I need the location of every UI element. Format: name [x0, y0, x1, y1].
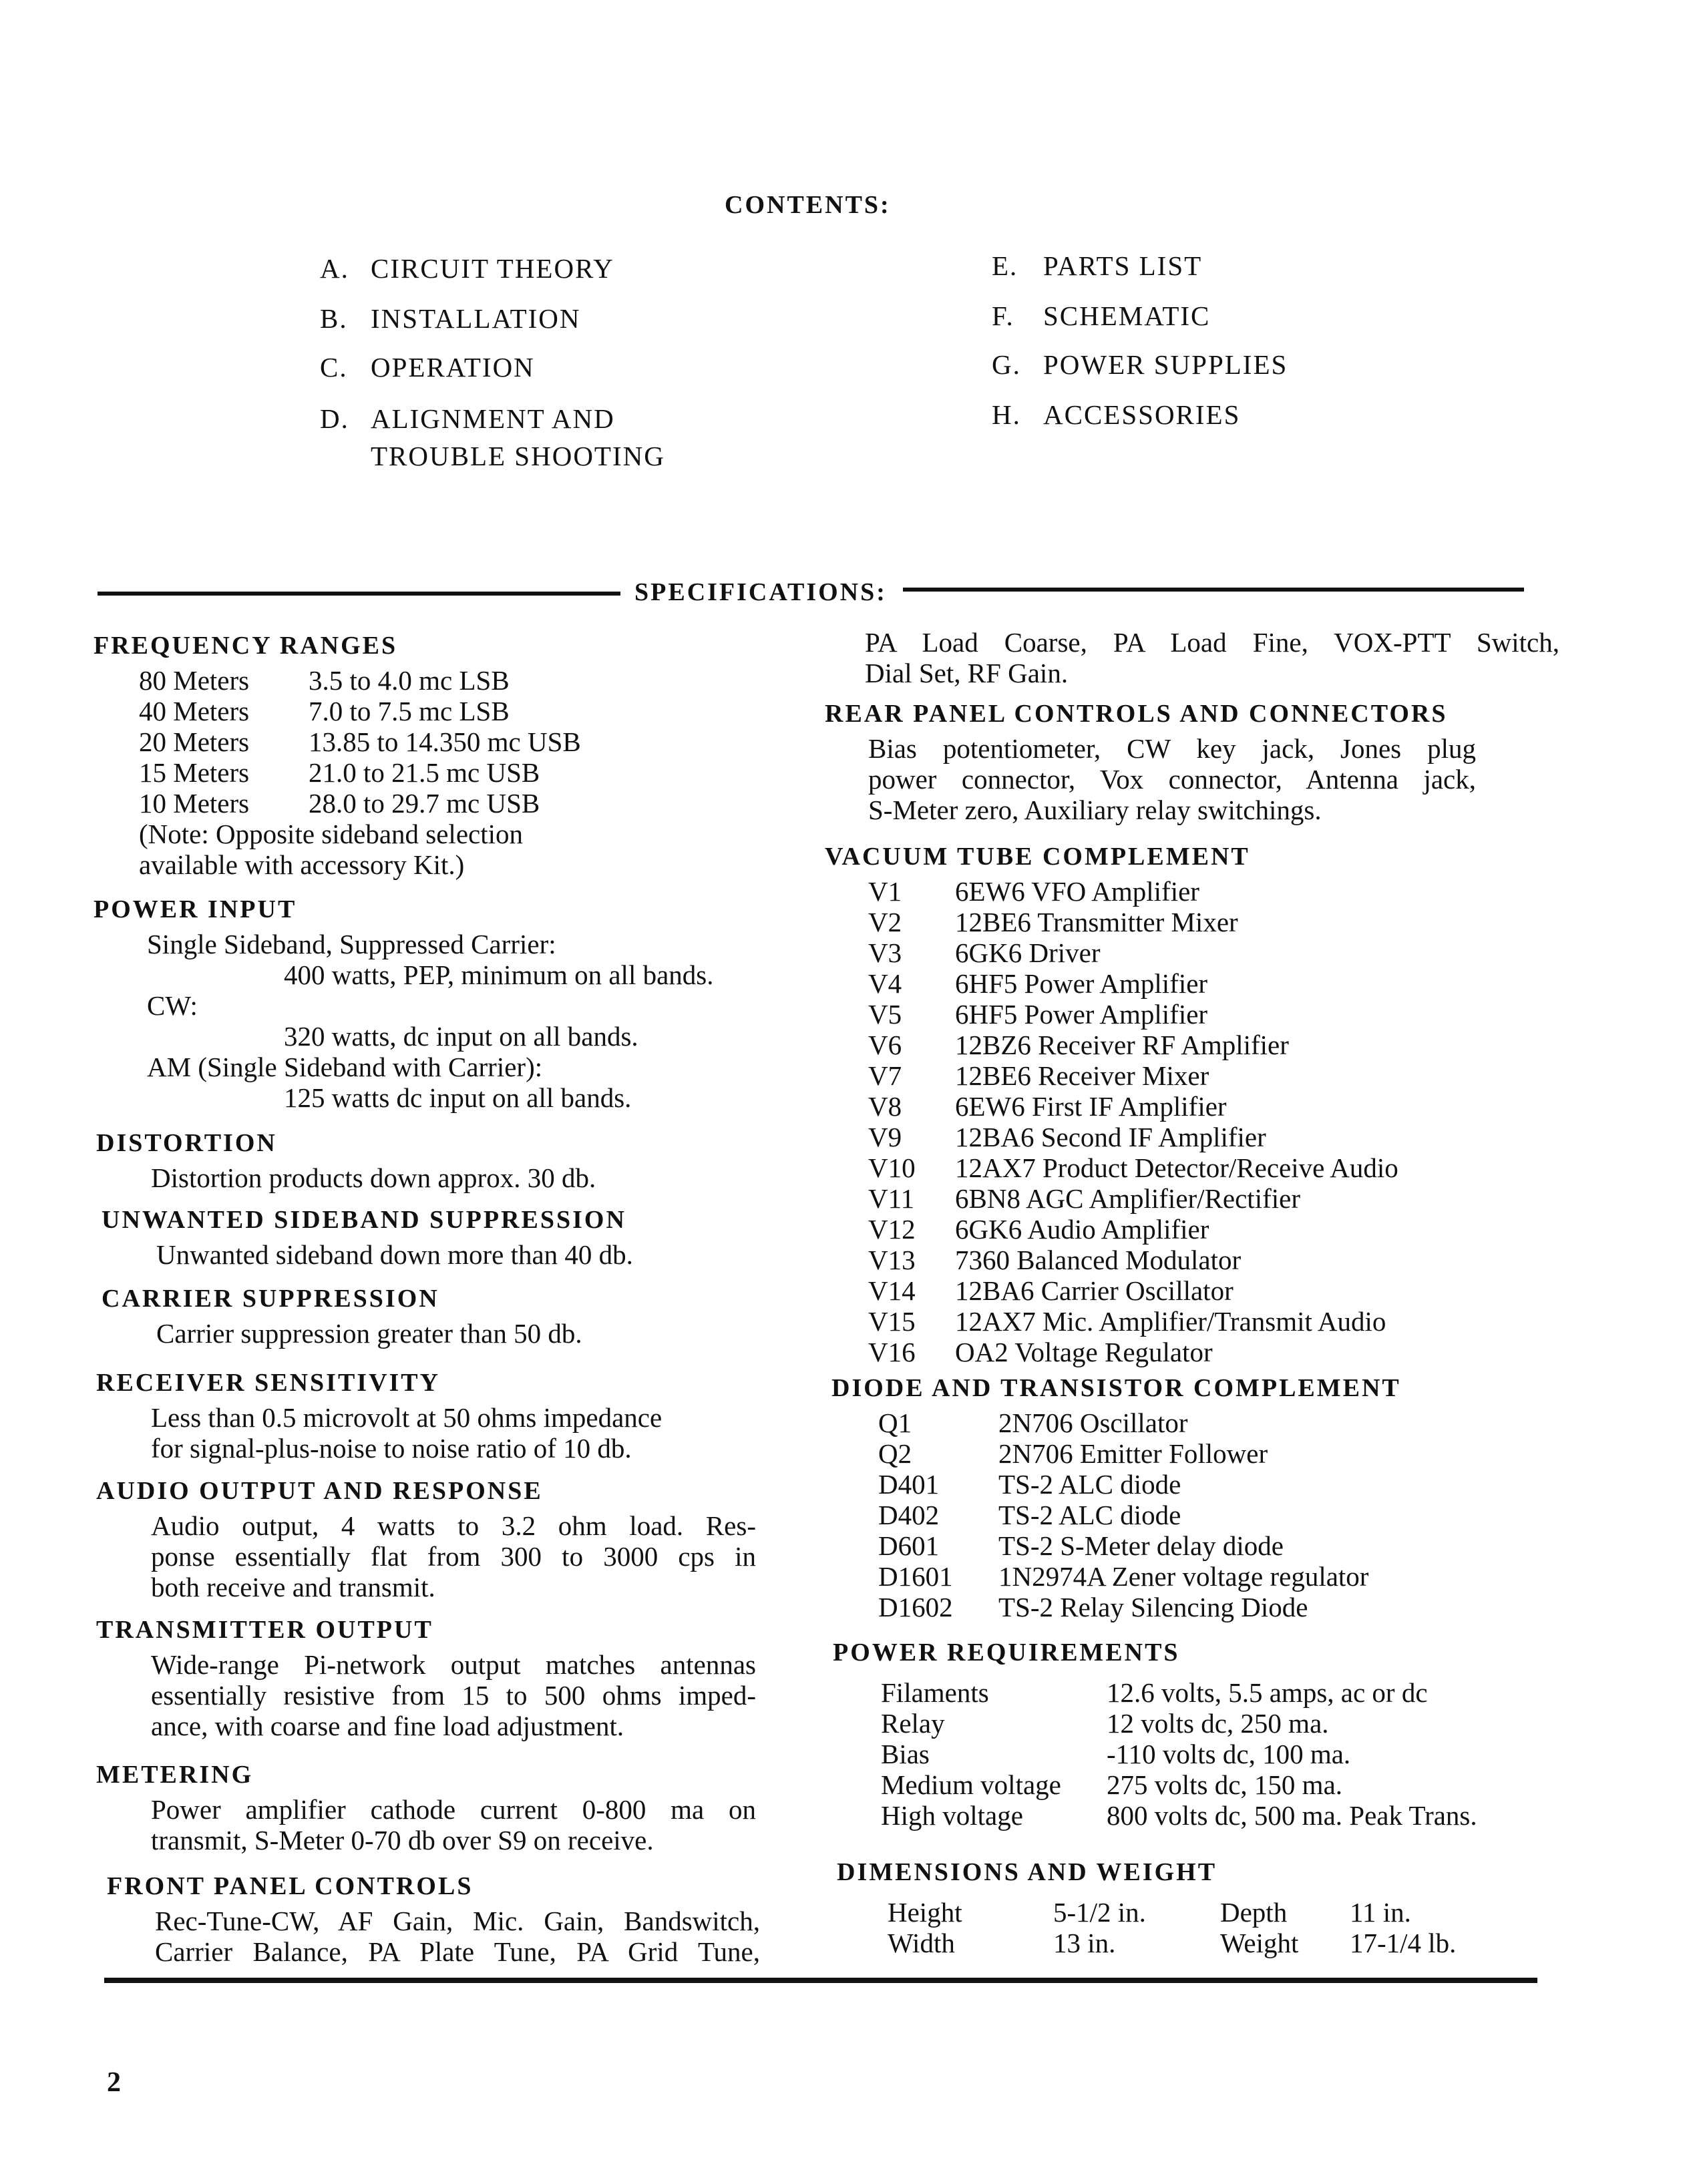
section-heading: AUDIO OUTPUT AND RESPONSE	[96, 1477, 543, 1505]
spec-text: Single Sideband, Suppressed Carrier:	[147, 929, 556, 959]
contents-item: SCHEMATIC	[1043, 300, 1211, 331]
cell: TS-2 Relay Silencing Diode	[998, 1592, 1308, 1622]
spec-text: AM (Single Sideband with Carrier):	[147, 1052, 543, 1082]
cell: V16	[868, 1337, 916, 1367]
cell: V10	[868, 1152, 916, 1183]
band-row	[93, 665, 523, 696]
carrier-section	[102, 1283, 582, 1349]
cell: 6BN8 AGC Amplifier/Rectifier	[955, 1183, 1300, 1214]
cell: V9	[868, 1122, 902, 1152]
power-row	[833, 1708, 1329, 1739]
vacuum-tube-complement	[825, 841, 1398, 1367]
cell: 12BZ6 Receiver RF Amplifier	[955, 1030, 1289, 1060]
diode-row	[831, 1500, 1401, 1530]
cell: V8	[868, 1091, 902, 1122]
cell: V14	[868, 1275, 916, 1306]
section-heading: METERING	[96, 1761, 254, 1789]
band-row	[93, 726, 581, 757]
band: 80 Meters	[139, 665, 250, 696]
cell: High voltage	[881, 1800, 1023, 1831]
cell: V15	[868, 1306, 916, 1337]
tube-row	[825, 1030, 1289, 1060]
cell: 11 in.	[1350, 1897, 1411, 1928]
cell: V7	[868, 1060, 902, 1091]
spec-text: Carrier Balance, PA Plate Tune, PA Grid Tune,	[155, 1936, 760, 1967]
cell: Depth	[1220, 1897, 1288, 1928]
power-input	[93, 894, 714, 1113]
cell: D1602	[878, 1592, 953, 1622]
cell: -110 volts dc, 100 ma.	[1107, 1739, 1351, 1769]
audio-section	[96, 1476, 756, 1602]
spec-text: 125 watts dc input on all bands.	[284, 1082, 632, 1113]
range: 13.85 to 14.350 mc USB	[309, 726, 581, 757]
cell: TS-2 ALC diode	[998, 1469, 1181, 1500]
section-heading: TRANSMITTER OUTPUT	[96, 1616, 433, 1644]
spec-text: for signal-plus-noise to noise ratio of 10 db.	[151, 1433, 632, 1464]
cell: 12BA6 Carrier Oscillator	[955, 1275, 1234, 1306]
rear-panel-controls	[825, 698, 1476, 825]
spec-text: Unwanted sideband down more than 40 db.	[156, 1239, 633, 1270]
contents-letter: H.	[992, 399, 1021, 430]
frequency-ranges	[93, 630, 581, 880]
section-heading: POWER INPUT	[93, 895, 297, 923]
range: 3.5 to 4.0 mc LSB	[309, 665, 510, 696]
band-row	[93, 788, 540, 819]
tube-row	[825, 1275, 1250, 1306]
power-row	[833, 1769, 1343, 1800]
spec-text: Distortion products down approx. 30 db.	[151, 1162, 596, 1193]
section-heading: VACUUM TUBE COMPLEMENT	[825, 843, 1250, 871]
spec-text: Less than 0.5 microvolt at 50 ohms impedance	[151, 1402, 663, 1433]
tube-row	[825, 999, 1250, 1030]
tube-row	[825, 1245, 1250, 1275]
spec-text: Power amplifier cathode current 0-800 ma on	[151, 1794, 756, 1825]
cell: 800 volts dc, 500 ma. Peak Trans.	[1107, 1800, 1477, 1831]
cell: Medium voltage	[881, 1769, 1061, 1800]
power-row	[833, 1677, 1428, 1708]
tube-row	[825, 1152, 1398, 1183]
cell: Weight	[1220, 1928, 1299, 1958]
front-panel-continued	[825, 627, 1559, 688]
section-heading: FRONT PANEL CONTROLS	[107, 1872, 474, 1900]
cell: V5	[868, 999, 902, 1030]
contents-item: POWER SUPPLIES	[1043, 349, 1288, 380]
spec-text: Audio output, 4 watts to 3.2 ohm load. Res-	[151, 1510, 756, 1541]
section-heading: REAR PANEL CONTROLS AND CONNECTORS	[825, 700, 1448, 728]
cell: 17-1/4 lb.	[1350, 1928, 1457, 1958]
cell: 6GK6 Audio Amplifier	[955, 1214, 1209, 1245]
cell: 13 in.	[1053, 1928, 1116, 1958]
cell: V4	[868, 968, 902, 999]
spec-text: Carrier suppression greater than 50 db.	[156, 1318, 582, 1349]
cell: 12 volts dc, 250 ma.	[1107, 1708, 1329, 1739]
spec-text: PA Load Coarse, PA Load Fine, VOX-PTT Switch,	[865, 627, 1559, 658]
metering-section	[96, 1759, 756, 1855]
tube-row	[825, 968, 1250, 999]
cell: 7360 Balanced Modulator	[955, 1245, 1242, 1275]
divider-bottom	[104, 1978, 1537, 1983]
transmitter-section	[96, 1614, 756, 1741]
spec-text: S-Meter zero, Auxiliary relay switchings.	[868, 795, 1322, 825]
tube-row	[825, 907, 1250, 937]
diode-row	[831, 1530, 1401, 1561]
cell: 1N2974A Zener voltage regulator	[998, 1561, 1369, 1592]
section-heading: FREQUENCY RANGES	[93, 632, 398, 660]
section-heading: DISTORTION	[96, 1129, 277, 1157]
tube-row	[825, 1306, 1386, 1337]
contents-item: OPERATION	[371, 352, 535, 383]
cell: 6HF5 Power Amplifier	[955, 999, 1208, 1030]
power-row	[833, 1800, 1477, 1831]
page-number: 2	[107, 2067, 121, 2098]
contents-item: ACCESSORIES	[1043, 399, 1241, 430]
band-row	[93, 696, 523, 726]
dimension-row	[837, 1897, 1411, 1928]
tube-row	[825, 876, 1250, 907]
contents-letter: B.	[320, 303, 348, 334]
cell: 12AX7 Mic. Amplifier/Transmit Audio	[955, 1306, 1386, 1337]
cell: V1	[868, 876, 902, 907]
spec-text: Wide-range Pi-network output matches antennas	[151, 1649, 756, 1680]
cell: 6EW6 First IF Amplifier	[955, 1091, 1227, 1122]
contents-letter: A.	[320, 253, 349, 284]
cell: D401	[878, 1469, 940, 1500]
cell: Relay	[881, 1708, 945, 1739]
cell: Height	[888, 1897, 962, 1928]
cell: TS-2 S-Meter delay diode	[998, 1530, 1284, 1561]
cell: 275 volts dc, 150 ma.	[1107, 1769, 1343, 1800]
cell: V11	[868, 1183, 915, 1214]
cell: Q2	[878, 1438, 912, 1469]
cell: V13	[868, 1245, 916, 1275]
cell: 12BE6 Receiver Mixer	[955, 1060, 1209, 1091]
contents-title: CONTENTS:	[725, 191, 891, 219]
spec-text: ance, with coarse and fine load adjustment.	[151, 1711, 624, 1741]
contents-item: PARTS LIST	[1043, 250, 1203, 281]
diode-row	[831, 1592, 1401, 1622]
cell: 6EW6 VFO Amplifier	[955, 876, 1199, 907]
tube-row	[825, 1091, 1250, 1122]
tube-row	[825, 1214, 1250, 1245]
section-heading: CARRIER SUPPRESSION	[102, 1285, 439, 1313]
band: 40 Meters	[139, 696, 250, 726]
diode-row	[831, 1438, 1401, 1469]
range: 7.0 to 7.5 mc LSB	[309, 696, 510, 726]
receiver-section	[96, 1367, 662, 1464]
section-heading: DIODE AND TRANSISTOR COMPLEMENT	[831, 1374, 1401, 1402]
spec-text: transmit, S-Meter 0-70 db over S9 on receive.	[151, 1825, 654, 1855]
cell: TS-2 ALC diode	[998, 1500, 1181, 1530]
spec-text: 320 watts, dc input on all bands.	[284, 1021, 638, 1052]
diode-row	[831, 1561, 1401, 1592]
spec-text: power connector, Vox connector, Antenna jack,	[868, 764, 1476, 795]
unwanted-section	[102, 1205, 633, 1270]
spec-text: (Note: Opposite sideband selection	[139, 819, 524, 849]
band: 10 Meters	[139, 788, 250, 819]
section-heading: RECEIVER SENSITIVITY	[96, 1369, 441, 1397]
cell: 2N706 Oscillator	[998, 1407, 1188, 1438]
contents-letter: G.	[992, 349, 1021, 380]
spec-text: Rec-Tune-CW, AF Gain, Mic. Gain, Bandswitch,	[155, 1906, 760, 1936]
cell: Bias	[881, 1739, 930, 1769]
tube-row	[825, 1183, 1300, 1214]
contents-letter: E.	[992, 250, 1018, 281]
tube-row	[825, 1060, 1250, 1091]
cell: V6	[868, 1030, 902, 1060]
cell: 6HF5 Power Amplifier	[955, 968, 1208, 999]
spec-text: Dial Set, RF Gain.	[865, 658, 1069, 688]
cell: 12BA6 Second IF Amplifier	[955, 1122, 1266, 1152]
power-requirements	[833, 1637, 1477, 1831]
contents-item: INSTALLATION	[371, 303, 581, 334]
divider-left	[98, 592, 620, 596]
section-heading: DIMENSIONS AND WEIGHT	[837, 1858, 1217, 1886]
spec-text: available with accessory Kit.)	[139, 849, 465, 880]
cell: V3	[868, 937, 902, 968]
cell: 6GK6 Driver	[955, 937, 1101, 968]
cell: D601	[878, 1530, 940, 1561]
specifications-title: SPECIFICATIONS:	[634, 578, 887, 606]
section-heading: UNWANTED SIDEBAND SUPPRESSION	[102, 1206, 626, 1234]
cell: OA2 Voltage Regulator	[955, 1337, 1213, 1367]
contents-letter: F.	[992, 300, 1014, 331]
cell: D402	[878, 1500, 940, 1530]
band: 15 Meters	[139, 757, 250, 788]
band: 20 Meters	[139, 726, 250, 757]
cell: Width	[888, 1928, 955, 1958]
cell: Q1	[878, 1407, 912, 1438]
tube-row	[825, 1122, 1266, 1152]
band-row	[93, 757, 540, 788]
range: 21.0 to 21.5 mc USB	[309, 757, 540, 788]
spec-text: both receive and transmit.	[151, 1572, 435, 1602]
dimensions-weight	[837, 1857, 1457, 1958]
contents-letter: D.	[320, 403, 349, 434]
cell: 5-1/2 in.	[1053, 1897, 1146, 1928]
diode-row	[831, 1469, 1401, 1500]
divider-right	[903, 588, 1524, 592]
spec-text: Bias potentiometer, CW key jack, Jones plug	[868, 733, 1476, 764]
tube-row	[825, 937, 1250, 968]
power-row	[833, 1739, 1351, 1769]
dimension-row	[837, 1928, 1457, 1958]
cell: D1601	[878, 1561, 953, 1592]
section-heading: POWER REQUIREMENTS	[833, 1639, 1180, 1667]
cell: 12AX7 Product Detector/Receive Audio	[955, 1152, 1398, 1183]
contents-item: CIRCUIT THEORY	[371, 253, 614, 284]
range: 28.0 to 29.7 mc USB	[309, 788, 540, 819]
cell: 12.6 volts, 5.5 amps, ac or dc	[1107, 1677, 1428, 1708]
diode-row	[831, 1407, 1401, 1438]
cell: 12BE6 Transmitter Mixer	[955, 907, 1238, 937]
contents-item-continued: TROUBLE SHOOTING	[371, 441, 665, 471]
spec-text: CW:	[147, 990, 198, 1021]
spec-text: 400 watts, PEP, minimum on all bands.	[284, 959, 714, 990]
tube-row	[825, 1337, 1250, 1367]
diode-transistor-complement	[831, 1373, 1401, 1622]
cell: Filaments	[881, 1677, 989, 1708]
cell: 2N706 Emitter Follower	[998, 1438, 1268, 1469]
spec-text: ponse essentially flat from 300 to 3000 cps in	[151, 1541, 756, 1572]
contents-item: ALIGNMENT AND	[371, 403, 615, 434]
distortion-section	[96, 1128, 596, 1193]
spec-text: essentially resistive from 15 to 500 ohms imped-	[151, 1680, 756, 1711]
contents-letter: C.	[320, 352, 348, 383]
cell: V12	[868, 1214, 916, 1245]
cell: V2	[868, 907, 902, 937]
front-panel-controls	[107, 1871, 760, 1967]
